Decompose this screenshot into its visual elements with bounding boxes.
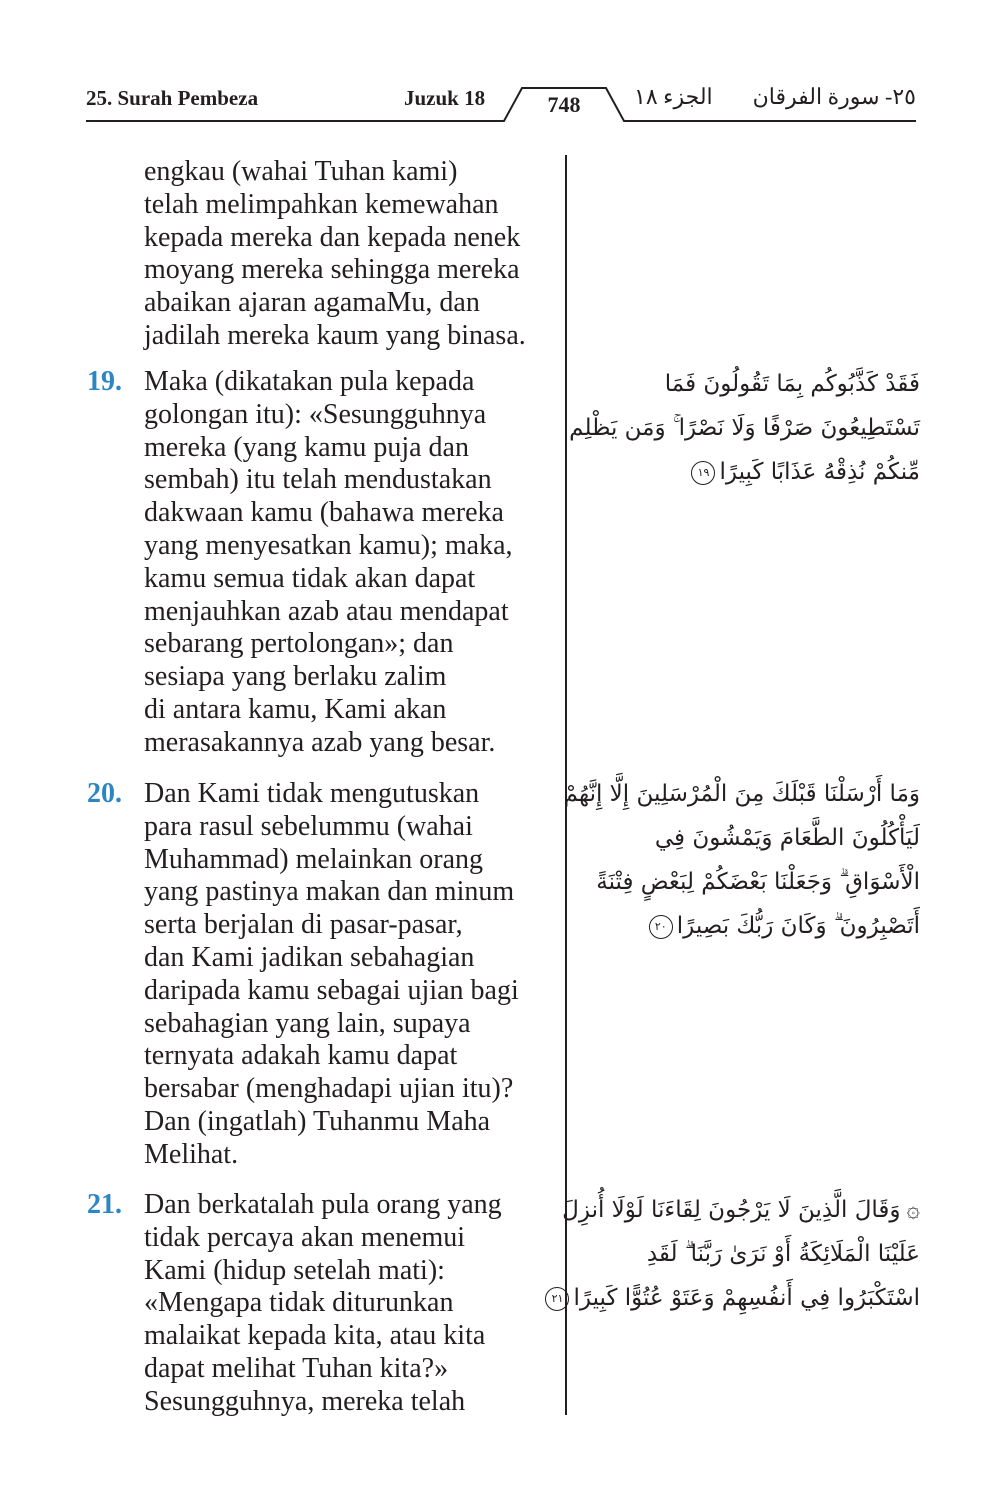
translation-line: dapat melihat Tuhan kita?» [144,1352,449,1384]
arabic-line: الْأَسْوَاقِ ۗ وَجَعَلْنَا بَعْضَكُمْ لِبَعْضٍ فِتْنَةً [596,869,920,895]
verse-21-translation [144,1189,502,1419]
translation-line: dan Kami jadikan sebahagian [144,941,475,973]
translation-line: merasakannya azab yang besar. [144,726,496,758]
ayah-end-marker-icon: ٢١ [545,1287,569,1311]
continuation-translation [144,156,526,353]
arabic-line: تَسْتَطِيعُونَ صَرْفًا وَلَا نَصْرًا ۚ وَمَن يَظْلِم [569,415,920,441]
translation-line: Dan (ingatlah) Tuhanmu Maha [144,1105,491,1137]
translation-line: mereka (yang kamu puja dan [144,431,469,463]
translation-line: moyang mereka sehingga mereka [144,254,520,286]
translation-line: sebarang pertolongan»; dan [144,628,454,660]
arabic-line-text: وَقَالَ الَّذِينَ لَا يَرْجُونَ لِقَاءَنَا لَوْلَا أُنزِلَ [562,1197,901,1223]
translation-line: Muhammad) melainkan orang [144,843,484,875]
ayah-end-marker-icon: ٢٠ [649,915,673,939]
translation-line: sesiapa yang berlaku zalim [144,661,447,693]
juz-arabic-label: الجزء ١٨ [634,84,713,109]
page-header [86,80,916,124]
translation-line: yang pastinya makan dan minum [144,876,515,908]
translation-line: golongan itu): «Sesungguhnya [144,398,487,430]
arabic-line-first [562,1188,920,1232]
verse-number-19: 19. [87,366,122,397]
hizb-star-icon: ۞ [906,1197,920,1223]
translation-line: serta berjalan di pasar-pasar, [144,909,463,941]
verse-20-translation [144,778,519,1172]
translation-line: sembah) itu telah mendustakan [144,464,492,496]
arabic-line: عَلَيْنَا الْمَلَائِكَةُ أَوْ نَرَىٰ رَبَّنَا ۗ لَقَدِ [646,1241,920,1267]
verse-21-arabic [551,1188,920,1320]
page-number: 748 [547,92,581,117]
translation-line: malaikat kepada kita, atau kita [144,1320,486,1352]
verse-19-translation [144,366,513,760]
translation-line: «Mengapa tidak diturunkan [144,1287,454,1319]
arabic-line-last [551,1276,920,1320]
translation-line: Dan Kami tidak mengutuskan [144,778,480,809]
translation-line: Melihat. [144,1138,239,1170]
verse-20-arabic [563,772,920,948]
translation-line: sebahagian yang lain, supaya [144,1007,471,1039]
translation-line: di antara kamu, Kami akan [144,693,447,725]
translation-line: Maka (dikatakan pula kepada [144,366,475,397]
translation-line: telah melimpahkan kemewahan [144,188,499,220]
verse-19-arabic [569,362,920,494]
translation-line: Dan berkatalah pula orang yang [144,1189,502,1220]
translation-line: para rasul sebelummu (wahai [144,810,473,842]
arabic-line-last [575,904,920,948]
arabic-line-text: اسْتَكْبَرُوا فِي أَنفُسِهِمْ وَعَتَوْ عُتُوًّا كَبِيرًا [573,1285,920,1311]
translation-line: engkau (wahai Tuhan kami) [144,156,458,187]
translation-line: menjauhkan azab atau mendapat [144,595,509,627]
verse-number-20: 20. [87,778,122,809]
translation-line: bersabar (menghadapi ujian itu)? [144,1073,514,1105]
translation-line: Sesungguhnya, mereka telah [144,1385,466,1417]
surah-latin-title: 25. Surah Pembeza [86,86,259,110]
translation-line: yang menyesatkan kamu); maka, [144,529,513,561]
arabic-line: فَقَدْ كَذَّبُوكُم بِمَا تَقُولُونَ فَمَا [664,371,920,397]
translation-line: jadilah mereka kaum yang binasa. [144,319,526,351]
arabic-line-last [575,450,920,494]
translation-line: tidak percaya akan menemui [144,1221,466,1253]
translation-line: abaikan ajaran agamaMu, dan [144,287,480,319]
arabic-line: وَمَا أَرْسَلْنَا قَبْلَكَ مِنَ الْمُرْسَلِينَ إِلَّا إِنَّهُمْ [563,781,920,807]
surah-arabic-title: ٢٥- سورة الفرقان [752,84,916,109]
verse-number-21: 21. [87,1189,122,1220]
translation-line: Kami (hidup setelah mati): [144,1254,445,1286]
arabic-line-text: مِّنكُمْ نُذِقْهُ عَذَابًا كَبِيرًا [719,459,920,485]
translation-line: ternyata adakah kamu dapat [144,1040,458,1072]
arabic-line-text: أَتَصْبِرُونَ ۗ وَكَانَ رَبُّكَ بَصِيرًا [676,913,920,939]
translation-line: kepada mereka dan kepada nenek [144,221,521,253]
ayah-end-marker-icon: ١٩ [691,461,715,485]
translation-line: kamu semua tidak akan dapat [144,562,476,594]
arabic-line: لَيَأْكُلُونَ الطَّعَامَ وَيَمْشُونَ فِي [654,825,920,851]
translation-line: dakwaan kamu (bahawa mereka [144,497,504,529]
juz-latin-label: Juzuk 18 [404,86,486,110]
translation-line: daripada kamu sebagai ujian bagi [144,974,519,1006]
